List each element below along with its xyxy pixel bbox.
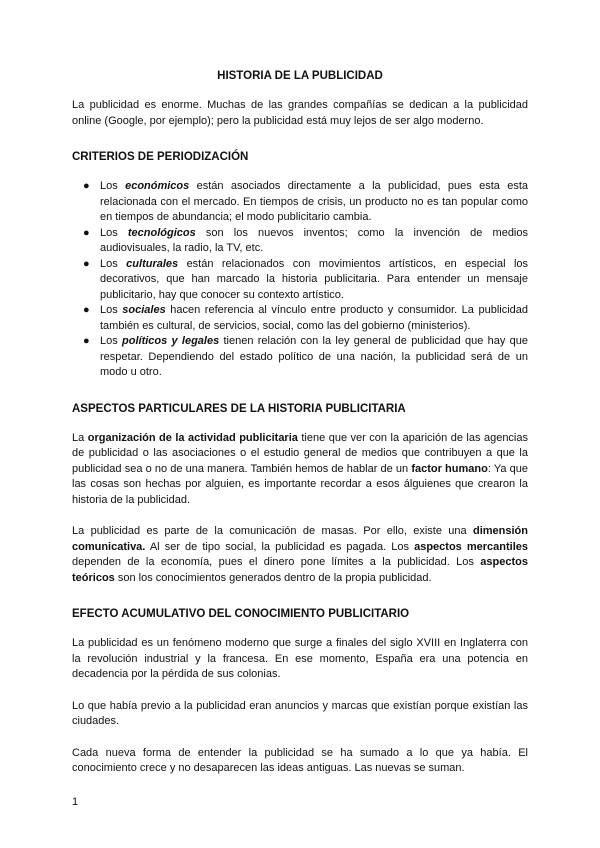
intro-paragraph: La publicidad es enorme. Muchas de las grandes compañías se dedican a la publicidad online (Google, por ejemplo); pero la publicidad está muy lejos de ser algo moderno. xyxy=(72,99,528,127)
bold-term: dimensión comunicativa. xyxy=(72,525,528,553)
bold-term: aspectos teóricos xyxy=(72,556,528,584)
section-heading-aspectos: ASPECTOS PARTICULARES DE LA HISTORIA PUBLICITARIA xyxy=(72,402,406,415)
aspectos-paragraph-1: La organización de la actividad publicitaria tiene que ver con la aparición de las agencias de publicidad o las asociaciones o el estudio general de medios que contribuyen a que la publicidad sea o no de una manera. También hemos de hablar de un factor humano: Ya que las cosas son hechas por alguien, es importante recordar a esos álguienes que crearon la historia de la publicidad. xyxy=(72,431,528,506)
section-heading-efecto: EFECTO ACUMULATIVO DEL CONOCIMIENTO PUBLICITARIO xyxy=(72,608,410,620)
bold-term: factor humano xyxy=(411,462,488,475)
list-item: ● Los sociales hacen referencia al vínculo entre producto y consumidor. La publicidad también es cultural, de servicios, social, como las del gobierno (ministerios). xyxy=(83,304,528,332)
bullet-icon: ● xyxy=(83,226,90,239)
efecto-paragraph-3: Cada nueva forma de entender la publicidad se ha sumado a lo que ya había. El conocimiento crece y no desaparecen las ideas antiguas. Las nuevas se suman. xyxy=(72,746,528,774)
criteria-term: tecnológicos xyxy=(127,226,196,239)
aspectos-paragraph-2: La publicidad es parte de la comunicación de masas. Por ello, existe una dimensión comunicativa. Al ser de tipo social, la publicidad es pagada. Los aspectos mercantiles dependen de la economía, pues el dinero pone límites a la publicidad. Los aspectos teóricos son los conocimientos generados dentro de la propia publicidad. xyxy=(72,525,529,584)
criteria-term: políticos y legales xyxy=(122,335,220,347)
bullet-icon: ● xyxy=(83,257,90,270)
list-item: ● Los económicos están asociados directamente a la publicidad, pues esta esta relacionada con el mercado. En tiempos de crisis, un producto no es tan popular como en tiempos de abundancia; el modo publicitario cambia. xyxy=(83,180,528,223)
bold-term: aspectos mercantiles xyxy=(414,540,529,553)
bullet-icon: ● xyxy=(83,335,90,347)
document-title: HISTORIA DE LA PUBLICIDAD xyxy=(217,70,383,82)
section-heading-periodizacion: CRITERIOS DE PERIODIZACIÓN xyxy=(72,151,249,163)
list-item: ● Los culturales están relacionados con movimientos artísticos, en especial los decorativos, que han marcado la historia publicitaria. Para entender un mensaje publicitario, hay que conocer su contexto artístico. xyxy=(83,257,529,301)
list-item: ● Los tecnológicos son los nuevos inventos; como la invención de medios audiovisuales, la radio, la TV, etc. xyxy=(83,226,528,254)
page-number: 1 xyxy=(72,796,79,808)
bold-term: organización de la actividad publicitaria xyxy=(87,431,298,444)
criteria-list xyxy=(72,179,528,381)
bullet-icon: ● xyxy=(83,304,90,316)
efecto-paragraph-1: La publicidad es un fenómeno moderno que surge a finales del siglo XVIII en Inglaterra con la revolución industrial y la francesa. En ese momento, España era una potencia en decadencia por la pérdida de sus colonias. xyxy=(72,637,528,680)
criteria-term: económicos xyxy=(125,180,190,192)
efecto-paragraph-2: Lo que había previo a la publicidad eran anuncios y marcas que existían porque existían las ciudades. xyxy=(72,699,528,727)
criteria-term: sociales xyxy=(122,304,166,316)
bullet-icon: ● xyxy=(83,180,90,192)
list-item: ● Los políticos y legales tienen relación con la ley general de publicidad que hay que respetar. Dependiendo del estado político de una nación, la publicidad será de un modo u otro. xyxy=(83,335,528,378)
criteria-term: culturales xyxy=(126,257,179,270)
